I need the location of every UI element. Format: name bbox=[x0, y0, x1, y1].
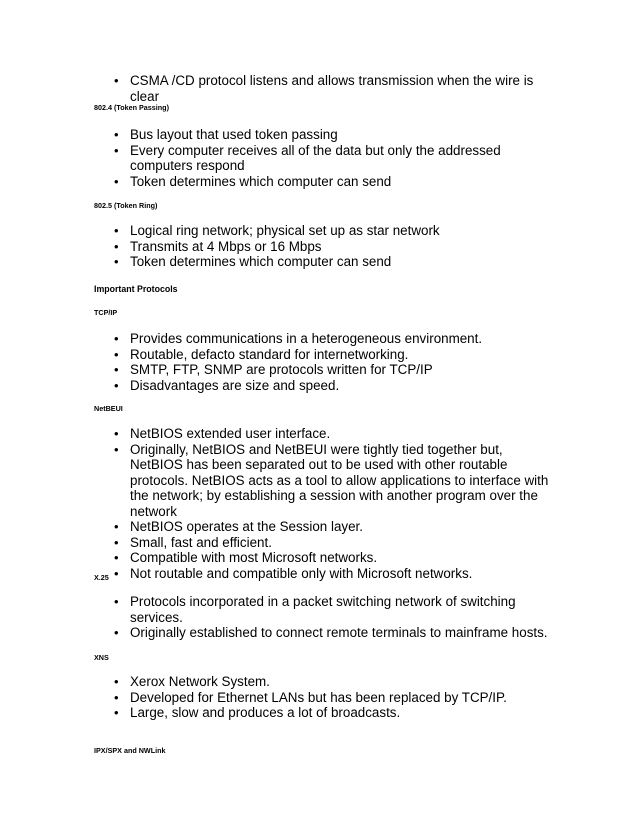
list-item bbox=[0, 705, 550, 721]
list-item bbox=[0, 566, 550, 582]
list-item bbox=[0, 690, 550, 706]
x25-bullet-list bbox=[0, 594, 550, 641]
list-item bbox=[0, 674, 550, 690]
bullet-icon: • bbox=[114, 254, 119, 269]
bullet-icon: • bbox=[114, 127, 119, 142]
list-item-text: Disadvantages are size and speed. bbox=[130, 377, 340, 393]
bullet-icon: • bbox=[114, 705, 119, 720]
list-item-text: Transmits at 4 Mbps or 16 Mbps bbox=[130, 238, 322, 254]
section-heading-tcpip: TCP/IP bbox=[94, 308, 118, 317]
list-item-text: Small, fast and efficient. bbox=[130, 534, 272, 550]
bullet-icon: • bbox=[114, 689, 119, 705]
list-item-text: Provides communications in a heterogeneous environment. bbox=[130, 331, 483, 346]
list-item-text: SMTP, FTP, SNMP are protocols written for TCP/IP bbox=[130, 362, 433, 377]
list-item-text: Bus layout that used token passing bbox=[130, 127, 338, 142]
list-item-text: Token determines which computer can send bbox=[130, 254, 392, 269]
list-item-text: Compatible with most Microsoft networks. bbox=[130, 550, 378, 565]
bullet-icon: • bbox=[114, 594, 119, 609]
list-item bbox=[0, 127, 550, 143]
list-item-text: CSMA /CD protocol listens and allows transmission when the wire is clear bbox=[130, 73, 534, 104]
bullet-icon: • bbox=[114, 426, 119, 441]
list-item-text: Large, slow and produces a lot of broadcasts. bbox=[130, 705, 401, 720]
section-heading-token-passing: 802.4 (Token Passing) bbox=[94, 103, 169, 112]
section-heading-token-ring: 802.5 (Token Ring) bbox=[94, 201, 158, 210]
list-item bbox=[0, 362, 550, 378]
list-item-text: Routable, defacto standard for internetworking. bbox=[130, 346, 409, 362]
section-heading-xns: XNS bbox=[94, 653, 109, 662]
bullet-icon: • bbox=[114, 223, 119, 238]
list-item bbox=[0, 223, 550, 239]
bullet-icon: • bbox=[114, 377, 119, 393]
bullet-icon: • bbox=[114, 173, 119, 189]
list-item bbox=[0, 378, 550, 394]
bullet-icon: • bbox=[114, 362, 119, 377]
bullet-icon: • bbox=[114, 73, 119, 88]
list-item-text: NetBIOS operates at the Session layer. bbox=[130, 519, 363, 534]
list-item bbox=[0, 254, 550, 270]
csma-bullet-list bbox=[0, 73, 550, 104]
list-item bbox=[0, 73, 550, 104]
bullet-icon: • bbox=[114, 625, 119, 640]
bullet-icon: • bbox=[114, 550, 119, 565]
list-item-text: Originally established to connect remote terminals to mainframe hosts. bbox=[130, 625, 548, 640]
list-item bbox=[0, 550, 550, 566]
list-item bbox=[0, 143, 550, 174]
list-item-text: Every computer receives all of the data but only the addressed computers respond bbox=[130, 142, 501, 173]
bullet-icon: • bbox=[114, 346, 119, 362]
bullet-icon: • bbox=[114, 674, 119, 689]
bullet-icon: • bbox=[114, 238, 119, 254]
list-item-text: Protocols incorporated in a packet switching network of switching services. bbox=[130, 594, 516, 625]
list-item bbox=[0, 625, 550, 641]
token-passing-bullet-list bbox=[0, 127, 550, 189]
list-item bbox=[0, 347, 550, 363]
tcpip-bullet-list bbox=[0, 331, 550, 393]
bullet-icon: • bbox=[114, 441, 119, 457]
xns-bullet-list bbox=[0, 674, 550, 721]
token-ring-bullet-list bbox=[0, 223, 550, 270]
list-item bbox=[0, 239, 550, 255]
list-item bbox=[0, 442, 550, 520]
list-item-text: Not routable and compatible only with Microsoft networks. bbox=[130, 565, 473, 581]
list-item-text: NetBIOS extended user interface. bbox=[130, 426, 331, 441]
netbeui-bullet-list bbox=[0, 426, 550, 581]
list-item bbox=[0, 426, 550, 442]
bullet-icon: • bbox=[114, 142, 119, 158]
list-item-text: Token determines which computer can send bbox=[130, 173, 392, 189]
list-item bbox=[0, 174, 550, 190]
section-heading-important-protocols: Important Protocols bbox=[94, 284, 178, 294]
bullet-icon: • bbox=[114, 331, 119, 346]
list-item-text: Logical ring network; physical set up as star network bbox=[130, 223, 440, 238]
list-item bbox=[0, 331, 550, 347]
section-heading-netbeui: NetBEUI bbox=[94, 404, 123, 413]
list-item bbox=[0, 594, 550, 625]
list-item-text: Xerox Network System. bbox=[130, 674, 270, 689]
list-item bbox=[0, 519, 550, 535]
bullet-icon: • bbox=[114, 519, 119, 534]
bullet-icon: • bbox=[114, 565, 119, 581]
section-heading-ipx-spx: IPX/SPX and NWLink bbox=[94, 746, 166, 755]
list-item-text: Developed for Ethernet LANs but has been replaced by TCP/IP. bbox=[130, 689, 507, 705]
section-heading-x25: X.25 bbox=[94, 573, 109, 582]
list-item bbox=[0, 535, 550, 551]
list-item-text: Originally, NetBIOS and NetBEUI were tightly tied together but, NetBIOS has been separated out to be used with other routable protocols. NetBIOS acts as a tool to allow applications to interface with the network; by establishing a session with another program over the network bbox=[130, 441, 549, 519]
bullet-icon: • bbox=[114, 534, 119, 550]
